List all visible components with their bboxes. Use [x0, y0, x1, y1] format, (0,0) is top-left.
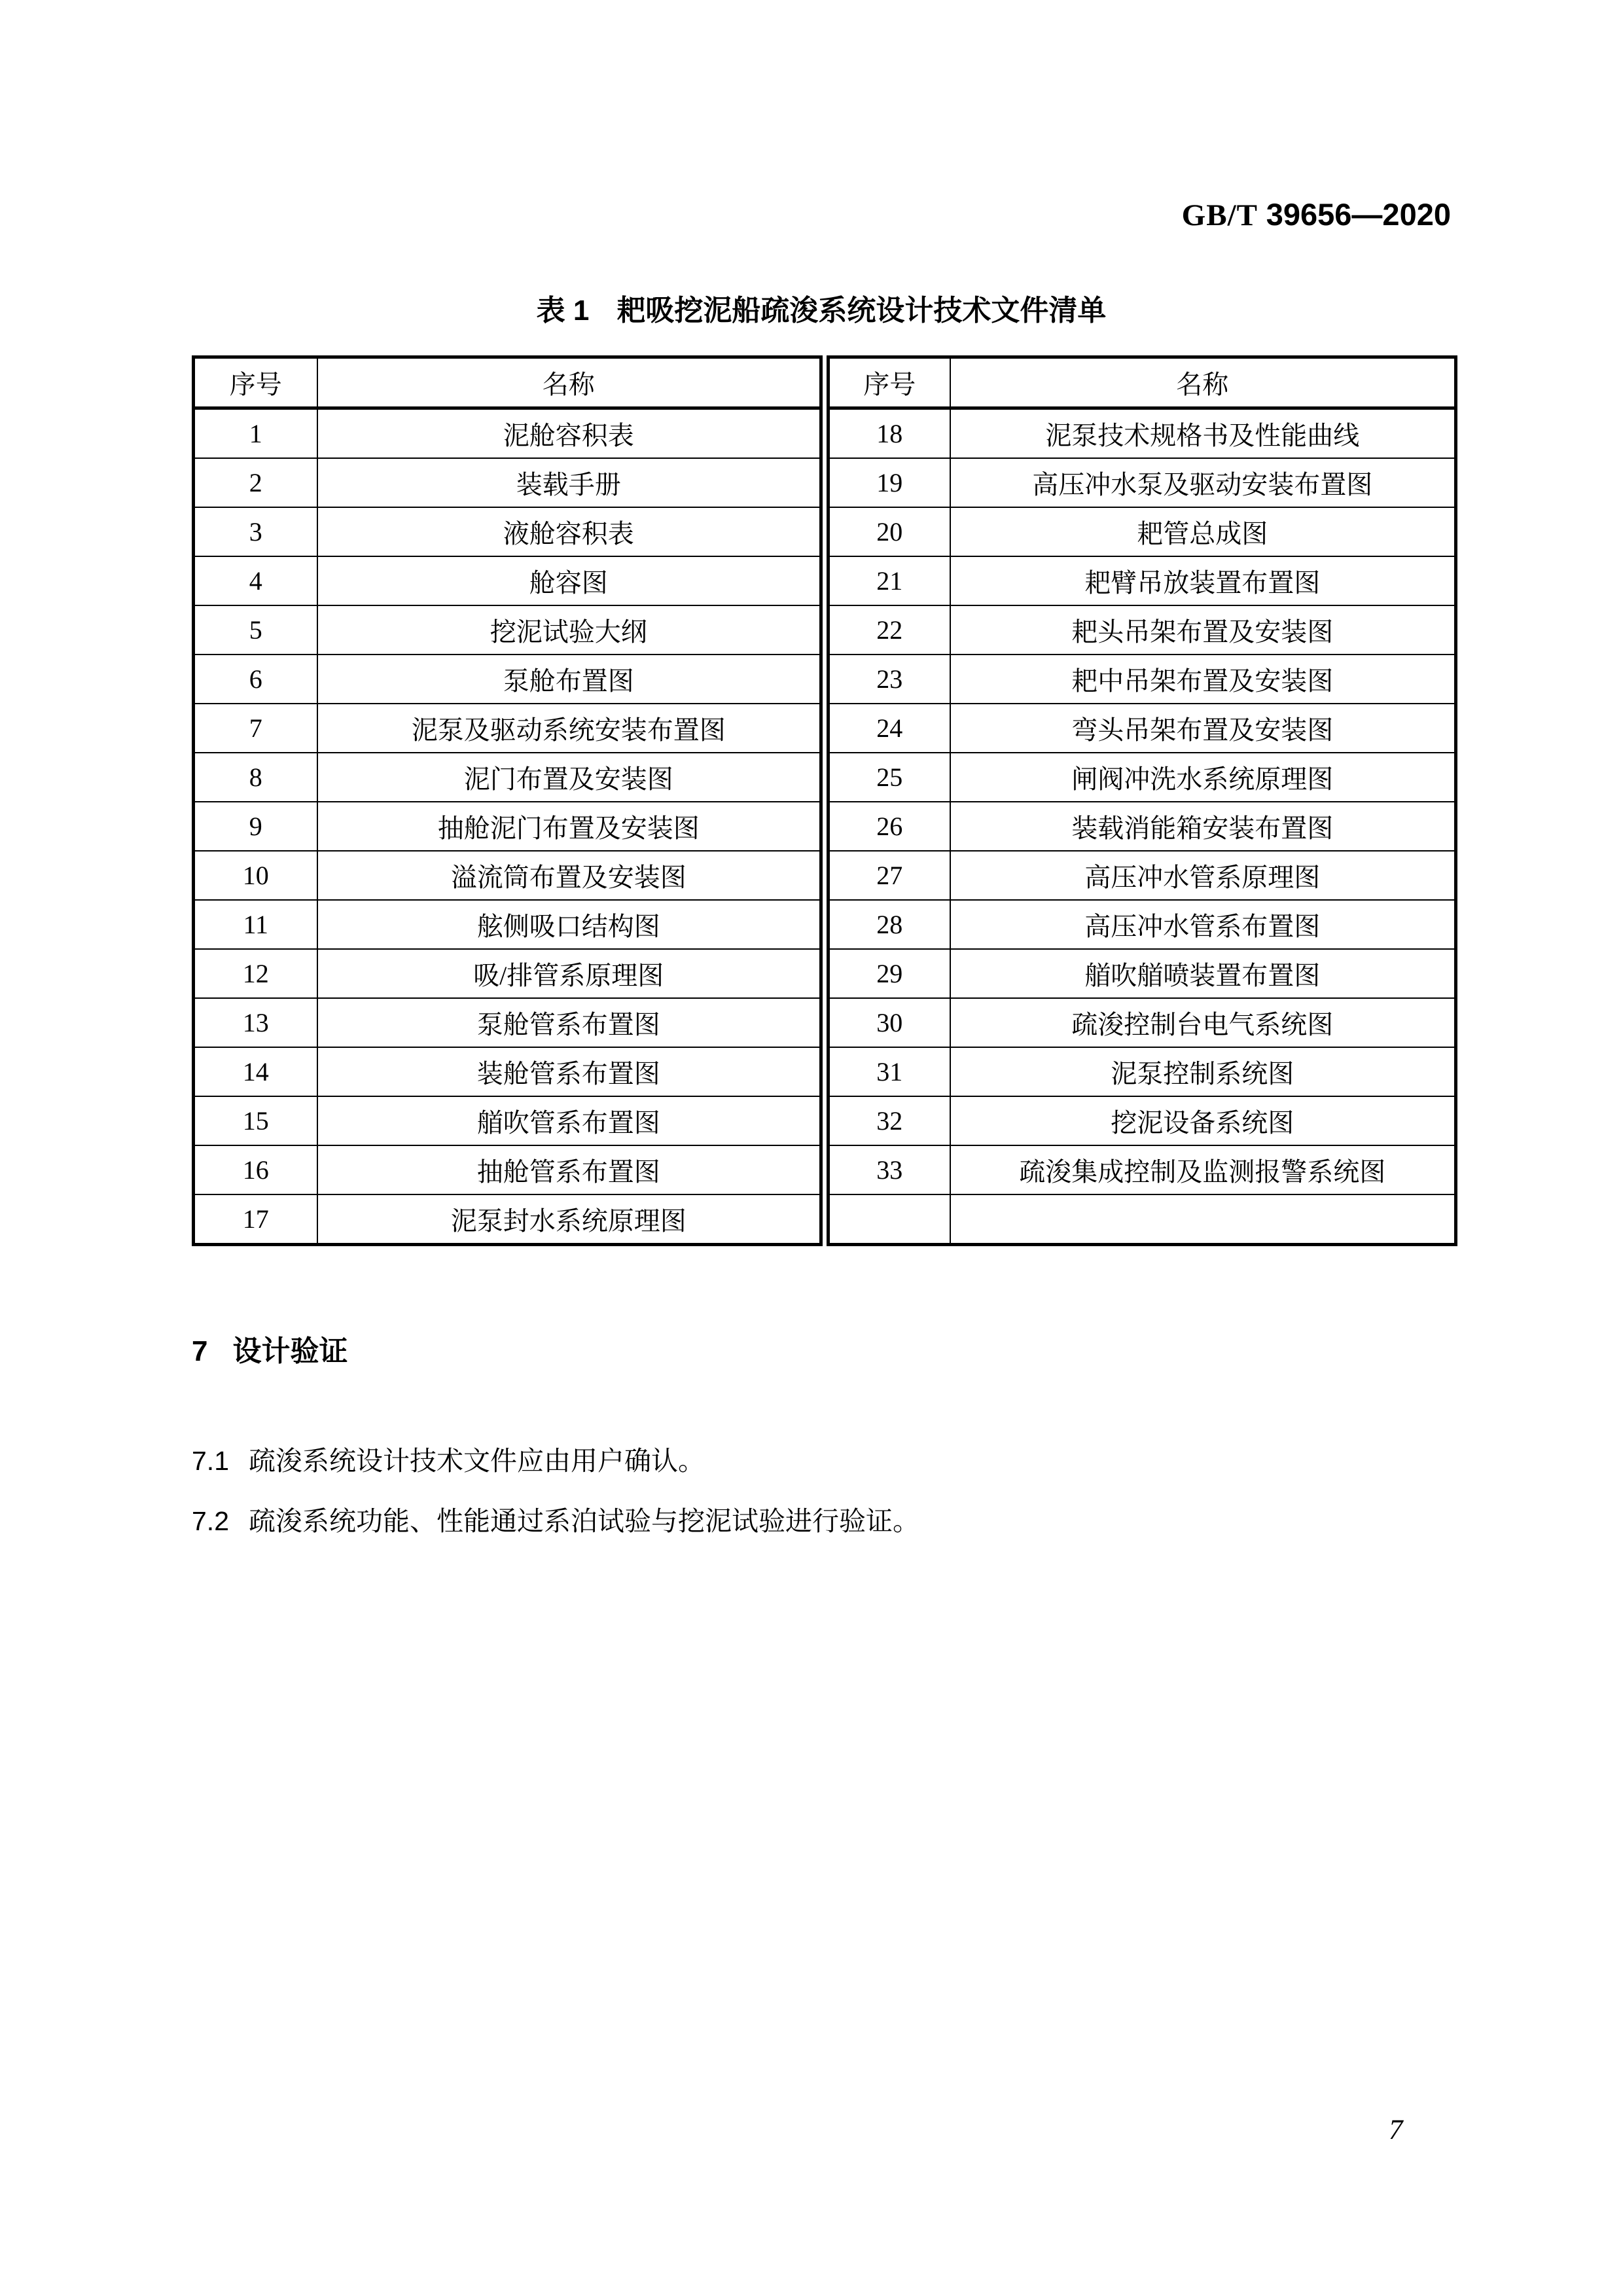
- row-name: 泥门布置及安装图: [317, 753, 821, 802]
- row-number: 16: [194, 1145, 317, 1194]
- table-row: [194, 949, 821, 998]
- row-name: 泵舱管系布置图: [317, 998, 821, 1047]
- table-row: [194, 704, 821, 753]
- table-caption: [192, 287, 1451, 329]
- row-number: 21: [829, 556, 950, 605]
- standard-code-number: 39656—2020: [1266, 197, 1451, 232]
- table-row: [194, 1145, 821, 1194]
- table-row: [829, 998, 1456, 1047]
- table-row: [829, 408, 1456, 459]
- row-number: 30: [829, 998, 950, 1047]
- row-number: 26: [829, 802, 950, 851]
- row-name: 疏浚控制台电气系统图: [950, 998, 1456, 1047]
- row-number: 5: [194, 605, 317, 655]
- row-name: 泥泵技术规格书及性能曲线: [950, 408, 1456, 459]
- row-name: 液舱容积表: [317, 507, 821, 556]
- row-name: 舷侧吸口结构图: [317, 900, 821, 949]
- table-row: [194, 605, 821, 655]
- row-number: 25: [829, 753, 950, 802]
- section-heading: [192, 1327, 348, 1369]
- row-number: 10: [194, 851, 317, 900]
- row-number: 13: [194, 998, 317, 1047]
- row-number: 9: [194, 802, 317, 851]
- table-row: [829, 556, 1456, 605]
- row-number: 23: [829, 655, 950, 704]
- row-name: 疏浚集成控制及监测报警系统图: [950, 1145, 1456, 1194]
- row-name: 溢流筒布置及安装图: [317, 851, 821, 900]
- row-number: 12: [194, 949, 317, 998]
- row-number: 33: [829, 1145, 950, 1194]
- table-header-row: [829, 357, 1456, 408]
- row-name: 弯头吊架布置及安装图: [950, 704, 1456, 753]
- row-number: 8: [194, 753, 317, 802]
- row-name: 抽舱泥门布置及安装图: [317, 802, 821, 851]
- table-header-row: [194, 357, 821, 408]
- row-number: 31: [829, 1047, 950, 1096]
- row-number: 24: [829, 704, 950, 753]
- table-row: [194, 900, 821, 949]
- row-number: 19: [829, 458, 950, 507]
- table-row: [194, 655, 821, 704]
- table-row: [194, 998, 821, 1047]
- row-name: 泥泵及驱动系统安装布置图: [317, 704, 821, 753]
- table-row: [829, 753, 1456, 802]
- row-name: 装载消能箱安装布置图: [950, 802, 1456, 851]
- row-number: 29: [829, 949, 950, 998]
- row-number: 18: [829, 408, 950, 459]
- clause-7-2: [192, 1499, 919, 1538]
- document-list-table-right: [827, 355, 1457, 1246]
- table-row: [194, 1047, 821, 1096]
- row-number: 17: [194, 1194, 317, 1245]
- row-number: 6: [194, 655, 317, 704]
- table-row: [194, 1096, 821, 1145]
- row-name: 泥泵控制系统图: [950, 1047, 1456, 1096]
- row-name: 闸阀冲洗水系统原理图: [950, 753, 1456, 802]
- table-row: [194, 408, 821, 459]
- table-row: [829, 507, 1456, 556]
- table-row: [829, 605, 1456, 655]
- column-header-name: 名称: [950, 357, 1456, 408]
- section-number: 7: [192, 1335, 208, 1367]
- standard-code-prefix: GB/T: [1181, 198, 1258, 232]
- table-row: [829, 900, 1456, 949]
- row-number: 3: [194, 507, 317, 556]
- clause-number: 7.2: [192, 1506, 229, 1536]
- clause-text: 疏浚系统功能、性能通过系泊试验与挖泥试验进行验证。: [249, 1506, 919, 1536]
- standard-code: [192, 196, 1451, 233]
- row-number: 32: [829, 1096, 950, 1145]
- row-name: 耙头吊架布置及安装图: [950, 605, 1456, 655]
- column-header-num: 序号: [829, 357, 950, 408]
- row-name: 耙管总成图: [950, 507, 1456, 556]
- table-row: [829, 851, 1456, 900]
- table-row: [194, 802, 821, 851]
- table-row: [829, 802, 1456, 851]
- column-header-num: 序号: [194, 357, 317, 408]
- row-name: 挖泥设备系统图: [950, 1096, 1456, 1145]
- row-number: 22: [829, 605, 950, 655]
- table-row: [829, 1096, 1456, 1145]
- row-number: [829, 1194, 950, 1245]
- table-row: [194, 507, 821, 556]
- row-number: 27: [829, 851, 950, 900]
- section-title: 设计验证: [232, 1335, 348, 1367]
- row-name: 高压冲水泵及驱动安装布置图: [950, 458, 1456, 507]
- table-row: [194, 556, 821, 605]
- row-number: 20: [829, 507, 950, 556]
- document-list-table-left: [192, 355, 823, 1246]
- row-name: 泥泵封水系统原理图: [317, 1194, 821, 1245]
- row-name: 泥舱容积表: [317, 408, 821, 459]
- table-row: [829, 704, 1456, 753]
- row-name: 抽舱管系布置图: [317, 1145, 821, 1194]
- row-number: 1: [194, 408, 317, 459]
- page-number: 7: [1389, 2115, 1403, 2145]
- table-row: [829, 1047, 1456, 1096]
- row-name: 耙臂吊放装置布置图: [950, 556, 1456, 605]
- table-row: [194, 1194, 821, 1245]
- row-name: 高压冲水管系原理图: [950, 851, 1456, 900]
- row-name: 高压冲水管系布置图: [950, 900, 1456, 949]
- table-row: [829, 1145, 1456, 1194]
- table-row: [829, 1194, 1456, 1245]
- table-caption-label: 表 1: [536, 295, 590, 327]
- table-row: [194, 753, 821, 802]
- clause-7-1: [192, 1439, 705, 1478]
- table-row: [194, 458, 821, 507]
- row-name: 舱容图: [317, 556, 821, 605]
- row-number: 4: [194, 556, 317, 605]
- row-name: 装载手册: [317, 458, 821, 507]
- row-number: 28: [829, 900, 950, 949]
- column-header-name: 名称: [317, 357, 821, 408]
- table-caption-text: 耙吸挖泥船疏浚系统设计技术文件清单: [616, 295, 1107, 327]
- row-number: 15: [194, 1096, 317, 1145]
- clause-text: 疏浚系统设计技术文件应由用户确认。: [249, 1446, 705, 1476]
- row-name: [950, 1194, 1456, 1245]
- row-number: 7: [194, 704, 317, 753]
- document-list-tables: [192, 355, 1451, 1246]
- row-name: 挖泥试验大纲: [317, 605, 821, 655]
- row-name: 吸/排管系原理图: [317, 949, 821, 998]
- row-name: 艏吹管系布置图: [317, 1096, 821, 1145]
- row-name: 泵舱布置图: [317, 655, 821, 704]
- row-name: 耙中吊架布置及安装图: [950, 655, 1456, 704]
- table-row: [829, 655, 1456, 704]
- row-number: 2: [194, 458, 317, 507]
- row-name: 装舱管系布置图: [317, 1047, 821, 1096]
- clause-number: 7.1: [192, 1446, 229, 1476]
- row-name: 艏吹艏喷装置布置图: [950, 949, 1456, 998]
- table-row: [829, 458, 1456, 507]
- table-row: [194, 851, 821, 900]
- row-number: 14: [194, 1047, 317, 1096]
- table-row: [829, 949, 1456, 998]
- row-number: 11: [194, 900, 317, 949]
